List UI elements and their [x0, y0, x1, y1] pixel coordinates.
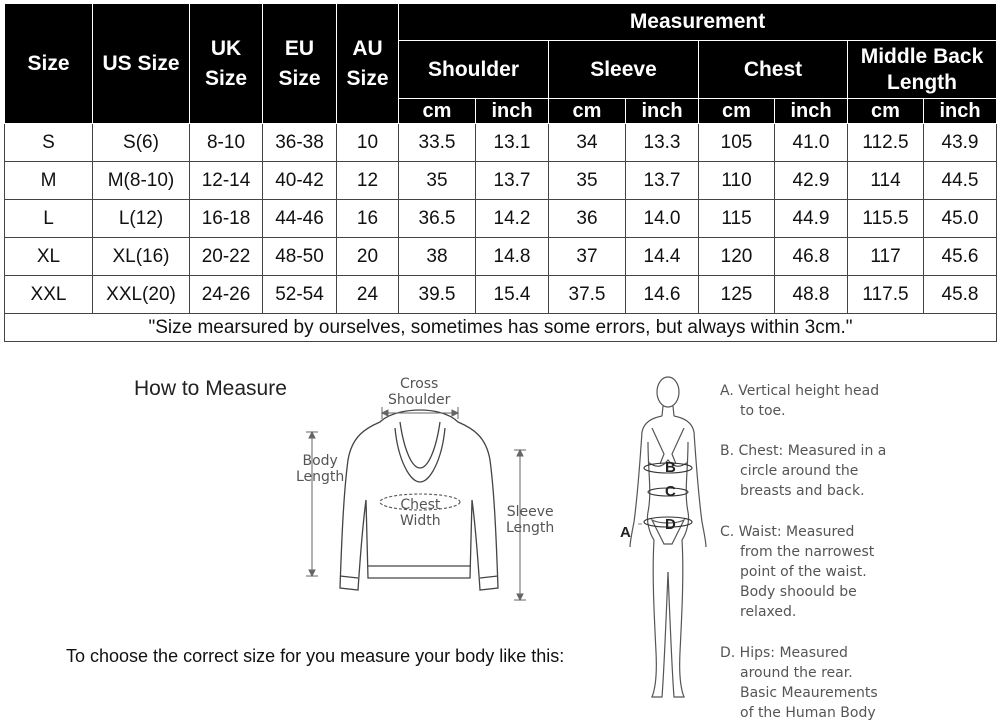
body-letter-c: C [665, 483, 676, 500]
header-us-size: US Size [93, 4, 190, 124]
sleeve-length-label: Sleeve Length [506, 504, 555, 536]
table-cell: 14.2 [476, 200, 549, 238]
header-eu-size: EU Size [263, 4, 337, 124]
table-cell: S(6) [93, 124, 190, 162]
table-cell: M [5, 162, 93, 200]
how-to-measure-title: How to Measure [134, 377, 287, 400]
header-middle-back-length: Middle Back Length [848, 41, 997, 99]
body-length-label: Body Length [296, 453, 345, 485]
table-cell: 16-18 [190, 200, 263, 238]
table-cell: 117.5 [848, 276, 924, 314]
unit-back-inch: inch [924, 99, 997, 124]
table-cell: 16 [337, 200, 399, 238]
table-row [5, 276, 997, 314]
choose-size-text: To choose the correct size for you measure your body like this: [66, 646, 565, 666]
table-cell: 10 [337, 124, 399, 162]
unit-back-cm: cm [848, 99, 924, 124]
header-sleeve: Sleeve [549, 41, 699, 99]
table-cell: 48-50 [263, 238, 337, 276]
table-cell: 46.8 [775, 238, 848, 276]
table-cell: 14.0 [626, 200, 699, 238]
table-cell: L(12) [93, 200, 190, 238]
unit-chest-cm: cm [699, 99, 775, 124]
table-cell: 13.3 [626, 124, 699, 162]
legend-d: D. Hips: Measured around the rear. Basic Meaurements of the Human Body [720, 645, 878, 721]
table-cell: 45.8 [924, 276, 997, 314]
table-cell: 13.1 [476, 124, 549, 162]
table-cell: 37 [549, 238, 626, 276]
unit-chest-inch: inch [775, 99, 848, 124]
table-cell: 37.5 [549, 276, 626, 314]
table-cell: 14.4 [626, 238, 699, 276]
table-cell: 117 [848, 238, 924, 276]
legend-a: A. Vertical height head to toe. [720, 383, 880, 419]
table-cell: 120 [699, 238, 775, 276]
table-row [5, 124, 997, 162]
table-cell: 35 [549, 162, 626, 200]
header-chest: Chest [699, 41, 848, 99]
header-au-size: AU Size [337, 4, 399, 124]
chest-width-label: Chest Width [400, 497, 441, 529]
table-cell: 24 [337, 276, 399, 314]
table-cell: 20-22 [190, 238, 263, 276]
table-cell: 112.5 [848, 124, 924, 162]
table-cell: 45.0 [924, 200, 997, 238]
table-cell: 125 [699, 276, 775, 314]
table-cell: 115.5 [848, 200, 924, 238]
table-cell: 44-46 [263, 200, 337, 238]
table-cell: 13.7 [476, 162, 549, 200]
unit-sleeve-inch: inch [626, 99, 699, 124]
table-cell: 12 [337, 162, 399, 200]
table-cell: 15.4 [476, 276, 549, 314]
unit-sleeve-cm: cm [549, 99, 626, 124]
legend-b: B. Chest: Measured in a circle around the breasts and back. [720, 443, 887, 499]
human-body-figure [612, 372, 722, 712]
header-measurement: Measurement [399, 4, 997, 41]
table-row [5, 238, 997, 276]
table-row [5, 200, 997, 238]
table-cell: 34 [549, 124, 626, 162]
table-cell: 114 [848, 162, 924, 200]
table-cell: 105 [699, 124, 775, 162]
header-shoulder: Shoulder [399, 41, 549, 99]
table-cell: 41.0 [775, 124, 848, 162]
table-cell: 20 [337, 238, 399, 276]
table-cell: 44.9 [775, 200, 848, 238]
table-cell: 40-42 [263, 162, 337, 200]
table-cell: 36-38 [263, 124, 337, 162]
table-cell: L [5, 200, 93, 238]
table-cell: 52-54 [263, 276, 337, 314]
table-cell: XXL(20) [93, 276, 190, 314]
header-uk-size: UK Size [190, 4, 263, 124]
body-letter-a: A [620, 524, 631, 541]
table-cell: 24-26 [190, 276, 263, 314]
cross-shoulder-label: Cross Shoulder [388, 376, 451, 408]
table-cell: XXL [5, 276, 93, 314]
table-cell: XL(16) [93, 238, 190, 276]
size-rows [5, 124, 997, 314]
table-cell: 43.9 [924, 124, 997, 162]
table-cell: 36 [549, 200, 626, 238]
table-cell: 36.5 [399, 200, 476, 238]
table-cell: 13.7 [626, 162, 699, 200]
table-cell: 38 [399, 238, 476, 276]
table-cell: 12-14 [190, 162, 263, 200]
table-cell: 35 [399, 162, 476, 200]
table-cell: 39.5 [399, 276, 476, 314]
table-cell: 8-10 [190, 124, 263, 162]
unit-shoulder-inch: inch [476, 99, 549, 124]
table-cell: 110 [699, 162, 775, 200]
measurement-note: "Size mearsured by ourselves, sometimes has some errors, but always within 3cm." [5, 314, 997, 342]
table-cell: 42.9 [775, 162, 848, 200]
table-row [5, 162, 997, 200]
table-cell: 45.6 [924, 238, 997, 276]
header-size: Size [5, 4, 93, 124]
legend-c: C. Waist: Measured from the narrowest point of the waist. Body shoould be relaxed. [720, 524, 875, 620]
table-cell: 48.8 [775, 276, 848, 314]
body-letter-d: D [665, 516, 676, 533]
table-cell: 14.6 [626, 276, 699, 314]
unit-shoulder-cm: cm [399, 99, 476, 124]
table-cell: S [5, 124, 93, 162]
size-chart-table [4, 3, 997, 342]
table-cell: M(8-10) [93, 162, 190, 200]
table-cell: XL [5, 238, 93, 276]
table-cell: 14.8 [476, 238, 549, 276]
table-cell: 33.5 [399, 124, 476, 162]
table-cell: 44.5 [924, 162, 997, 200]
table-cell: 115 [699, 200, 775, 238]
body-letter-b: B [665, 459, 676, 476]
